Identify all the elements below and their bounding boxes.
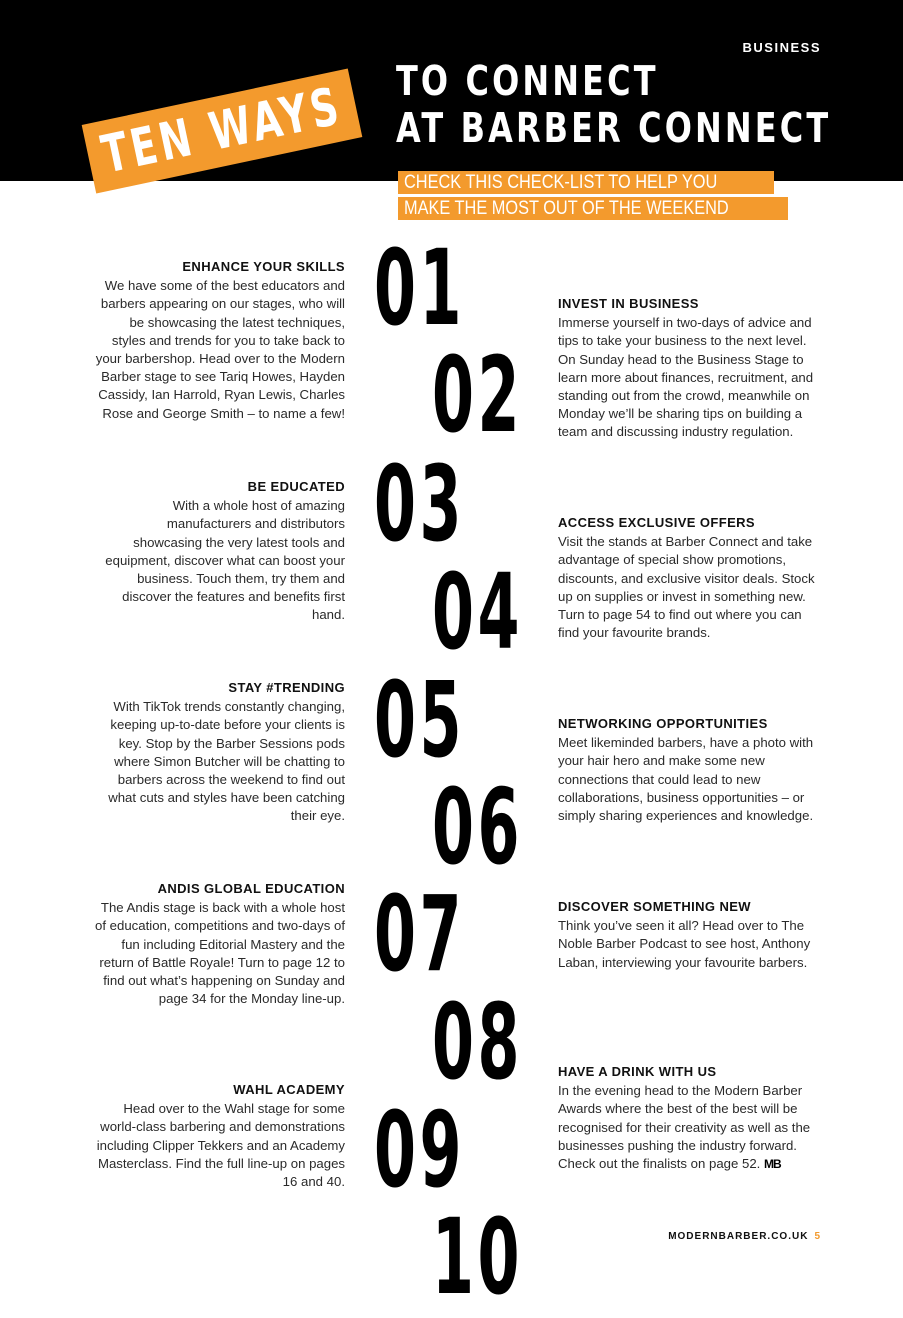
item-be-educated	[95, 478, 345, 625]
footer	[668, 1231, 821, 1242]
title-line-2: AT BARBER CONNECT	[396, 104, 832, 152]
item-access-exclusive-offers	[558, 514, 823, 642]
item-andis-global-education	[95, 880, 345, 1008]
page-title	[396, 58, 831, 152]
mb-end-mark: MB	[764, 1157, 781, 1172]
item-title: ANDIS GLOBAL EDUCATION	[157, 881, 345, 896]
item-discover-something-new	[558, 898, 823, 972]
number-09: 09	[374, 1089, 465, 1211]
number-07: 07	[374, 873, 465, 995]
item-title: WAHL ACADEMY	[233, 1082, 345, 1097]
item-invest-in-business	[558, 295, 823, 442]
item-title: INVEST IN BUSINESS	[558, 296, 699, 311]
item-body-text: In the evening head to the Modern Barber Awards where the best of the best will be recognised for their creativity as well as the businesses pushing the industry forward. Check out the finalists on page 52.	[558, 1083, 811, 1172]
item-have-a-drink-with-us	[558, 1063, 823, 1173]
item-stay-trending	[95, 679, 345, 826]
item-body	[558, 1082, 823, 1173]
number-03: 03	[374, 443, 465, 565]
item-title: ENHANCE YOUR SKILLS	[182, 259, 345, 274]
number-06: 06	[432, 766, 523, 888]
number-01: 01	[374, 227, 465, 349]
item-body: With a whole host of amazing manufacturers and distributors showcasing the very latest tools and equipment, discover what can boost your business. Touch them, try them and discover the features and benefits first hand.	[105, 498, 345, 623]
item-body: We have some of the best educators and barbers appearing on our stages, who will be showcasing the latest techniques, styles and trends for you to take back to your barbershop. Head over to the Modern Barber stage to see Tariq Howes, Hayden Cassidy, Ian Harrold, Ryan Lewis, Charles Rose and George Smith – to name a few!	[95, 278, 345, 421]
item-networking-opportunities	[558, 715, 823, 825]
number-02: 02	[432, 334, 523, 456]
item-title: HAVE A DRINK WITH US	[558, 1064, 717, 1079]
item-enhance-your-skills	[95, 258, 345, 423]
subtitle-line-1-text: CHECK THIS CHECK-LIST TO HELP YOU	[404, 172, 718, 193]
item-title: BE EDUCATED	[247, 479, 345, 494]
item-title: ACCESS EXCLUSIVE OFFERS	[558, 515, 756, 530]
number-08: 08	[432, 981, 523, 1103]
item-body: Immerse yourself in two-days of advice and tips to take your business to the next level. On Sunday head to the Business Stage to learn more about finances, recruitment, and standing out from the crowd, meanwhile on Monday we’ll be sharing tips on building a team and discussing industry regulation.	[558, 315, 814, 440]
item-title: NETWORKING OPPORTUNITIES	[558, 716, 768, 731]
item-wahl-academy	[95, 1081, 345, 1191]
ten-ways-label: TEN WAYS	[96, 76, 348, 186]
number-04: 04	[432, 551, 523, 673]
subtitle-line-2	[398, 197, 788, 220]
item-body: Visit the stands at Barber Connect and take advantage of special show promotions, discounts, and exclusive visitor deals. Stock up on supplies or invest in something new. Turn to page 54 to find out where you can find your favourite brands.	[558, 534, 815, 641]
item-title: STAY #TRENDING	[228, 680, 345, 695]
number-10: 10	[432, 1196, 523, 1318]
item-body: With TikTok trends constantly changing, keeping up-to-date before your clients is key. Stop by the Barber Sessions pods where Simon Butcher will be chatting to barbers across the weekend to find out what cuts and styles have been catching their eye.	[108, 699, 345, 824]
item-body: Meet likeminded barbers, have a photo with your hair hero and make some new connections that could lead to new collaborations, business opportunities – or simply sharing experiences and knowledge.	[558, 735, 814, 824]
subtitle-line-2-text: MAKE THE MOST OUT OF THE WEEKEND	[404, 198, 729, 219]
title-line-1: TO CONNECT	[396, 57, 659, 105]
number-05: 05	[374, 659, 465, 781]
item-title: DISCOVER SOMETHING NEW	[558, 899, 751, 914]
item-body: The Andis stage is back with a whole host of education, competitions and two-days of fun including Editorial Mastery and the return of Battle Royale! Turn to page 12 to find out what’s happening on Sunday and page 34 for the Monday line-up.	[95, 900, 345, 1007]
item-body: Think you’ve seen it all? Head over to The Noble Barber Podcast to see host, Anthony Laban, interviewing your favourite barbers.	[558, 918, 811, 970]
item-body: Head over to the Wahl stage for some world-class barbering and demonstrations including Clipper Tekkers and an Academy Masterclass. Find the full line-up on pages 16 and 40.	[96, 1101, 345, 1190]
subtitle-line-1	[398, 171, 774, 194]
page-number: 5	[814, 1231, 821, 1242]
section-tag: BUSINESS	[742, 40, 821, 55]
footer-site: MODERNBARBER.CO.UK	[668, 1231, 809, 1242]
